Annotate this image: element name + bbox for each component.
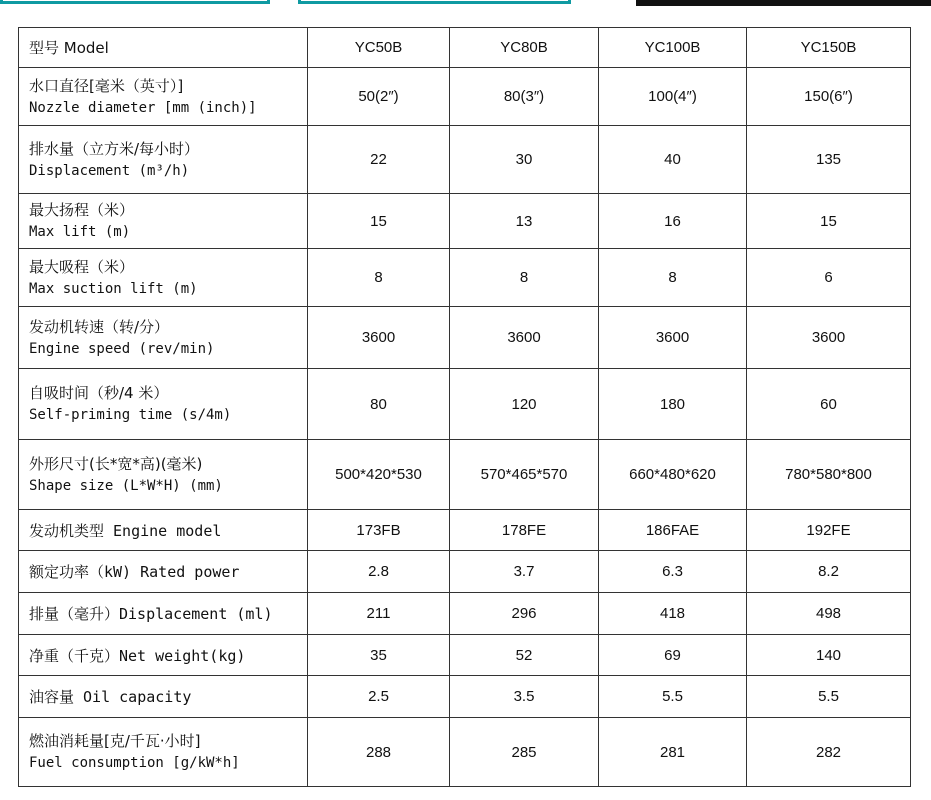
- row-label: [19, 126, 308, 194]
- cell-value: 780*580*800: [747, 440, 911, 510]
- cell-value: 150(6″): [747, 68, 911, 126]
- cell-value: 3600: [308, 307, 450, 369]
- cell-value: 500*420*530: [308, 440, 450, 510]
- cell-value: 35: [308, 635, 450, 676]
- cell-value: 40: [599, 126, 747, 194]
- cell-value: 13: [450, 194, 599, 249]
- cell-value: 120: [450, 369, 599, 440]
- cell-value: 5.5: [747, 676, 911, 718]
- cell-value: 16: [599, 194, 747, 249]
- cell-value: 3.5: [450, 676, 599, 718]
- cell-value: 6: [747, 249, 911, 307]
- cell-value: 5.5: [599, 676, 747, 718]
- cell-value: 3600: [450, 307, 599, 369]
- cell-value: 52: [450, 635, 599, 676]
- cell-value: 2.8: [308, 551, 450, 593]
- cell-value: 186FAE: [599, 510, 747, 551]
- row-label: 排量（毫升）Displacement (ml): [19, 593, 308, 635]
- cell-value: 192FE: [747, 510, 911, 551]
- table-row-max-suction-lift: [19, 249, 911, 307]
- table-row-fuel-consumption: [19, 718, 911, 787]
- table-row-displacement-volume: [19, 593, 911, 635]
- model-header: YC80B: [450, 28, 599, 68]
- row-label-en: Engine speed (rev/min): [29, 340, 215, 357]
- cell-value: 69: [599, 635, 747, 676]
- table-row-max-lift: [19, 194, 911, 249]
- cell-value: 135: [747, 126, 911, 194]
- row-label-zh: 外形尺寸(长*宽*高)(毫米): [29, 454, 203, 473]
- spec-table: [18, 27, 911, 787]
- table-row-engine-speed: [19, 307, 911, 369]
- cell-value: 173FB: [308, 510, 450, 551]
- table-header-row: [19, 28, 911, 68]
- cell-value: 8.2: [747, 551, 911, 593]
- model-header: YC50B: [308, 28, 450, 68]
- table-row-nozzle-diameter: [19, 68, 911, 126]
- cell-value: 8: [599, 249, 747, 307]
- row-label: [19, 307, 308, 369]
- cell-value: 3.7: [450, 551, 599, 593]
- row-label: [19, 718, 308, 787]
- cell-value: 50(2″): [308, 68, 450, 126]
- table-row-shape-size: [19, 440, 911, 510]
- row-label: [19, 369, 308, 440]
- cell-value: 8: [450, 249, 599, 307]
- cell-value: 3600: [747, 307, 911, 369]
- cell-value: 180: [599, 369, 747, 440]
- row-label-zh: 燃油消耗量[克/千瓦·小时]: [29, 732, 201, 750]
- cell-value: 15: [747, 194, 911, 249]
- row-label-en: Nozzle diameter [mm (inch)]: [29, 99, 257, 116]
- cell-value: 418: [599, 593, 747, 635]
- cell-value: 3600: [599, 307, 747, 369]
- model-header: YC150B: [747, 28, 911, 68]
- row-label-zh: 最大吸程（米）: [29, 257, 135, 276]
- cell-value: 6.3: [599, 551, 747, 593]
- row-label: [19, 249, 308, 307]
- cell-value: 30: [450, 126, 599, 194]
- table-row-self-priming-time: [19, 369, 911, 440]
- decorative-frame-middle: [298, 0, 571, 4]
- row-label: [19, 440, 308, 510]
- cell-value: 211: [308, 593, 450, 635]
- row-label-en: Self-priming time (s/4m): [29, 407, 232, 423]
- row-label: 净重（千克）Net weight(kg): [19, 635, 308, 676]
- decorative-bar-right: [636, 0, 931, 6]
- table-row-rated-power: [19, 551, 911, 593]
- cell-value: 80(3″): [450, 68, 599, 126]
- cell-value: 2.5: [308, 676, 450, 718]
- cell-value: 281: [599, 718, 747, 787]
- row-label: 油容量 Oil capacity: [19, 676, 308, 718]
- cell-value: 288: [308, 718, 450, 787]
- model-header: YC100B: [599, 28, 747, 68]
- table-row-oil-capacity: [19, 676, 911, 718]
- cell-value: 296: [450, 593, 599, 635]
- decorative-frame-left: [0, 0, 270, 4]
- cell-value: 498: [747, 593, 911, 635]
- row-label-zh: 最大扬程（米）: [29, 201, 135, 219]
- cell-value: 285: [450, 718, 599, 787]
- cell-value: 282: [747, 718, 911, 787]
- row-label-en: Fuel consumption [g/kW*h]: [29, 755, 240, 771]
- row-label: 发动机类型 Engine model: [19, 510, 308, 551]
- header-label-cell: [19, 28, 308, 68]
- cell-value: 570*465*570: [450, 440, 599, 510]
- table-row-engine-model: [19, 510, 911, 551]
- row-label: 额定功率（kW) Rated power: [19, 551, 308, 593]
- cell-value: 100(4″): [599, 68, 747, 126]
- header-label: 型号 Model: [29, 38, 109, 57]
- row-label-zh: 水口直径[毫米（英寸）]: [29, 76, 184, 95]
- cell-value: 15: [308, 194, 450, 249]
- row-label-zh: 发动机转速（转/分）: [29, 317, 170, 336]
- row-label-zh: 自吸时间（秒/4 米）: [29, 384, 169, 402]
- row-label-en: Max lift (m): [29, 224, 131, 240]
- row-label-zh: 排水量（立方米/每小时）: [29, 139, 200, 158]
- cell-value: 8: [308, 249, 450, 307]
- table-row-net-weight: [19, 635, 911, 676]
- row-label-en: Max suction lift (m): [29, 280, 198, 297]
- cell-value: 140: [747, 635, 911, 676]
- row-label-en: Displacement (m³/h): [29, 162, 190, 179]
- cell-value: 80: [308, 369, 450, 440]
- cell-value: 60: [747, 369, 911, 440]
- cell-value: 178FE: [450, 510, 599, 551]
- row-label: [19, 194, 308, 249]
- cell-value: 660*480*620: [599, 440, 747, 510]
- row-label: [19, 68, 308, 126]
- table-row-displacement-flow: [19, 126, 911, 194]
- cell-value: 22: [308, 126, 450, 194]
- row-label-en: Shape size (L*W*H) (mm): [29, 477, 223, 494]
